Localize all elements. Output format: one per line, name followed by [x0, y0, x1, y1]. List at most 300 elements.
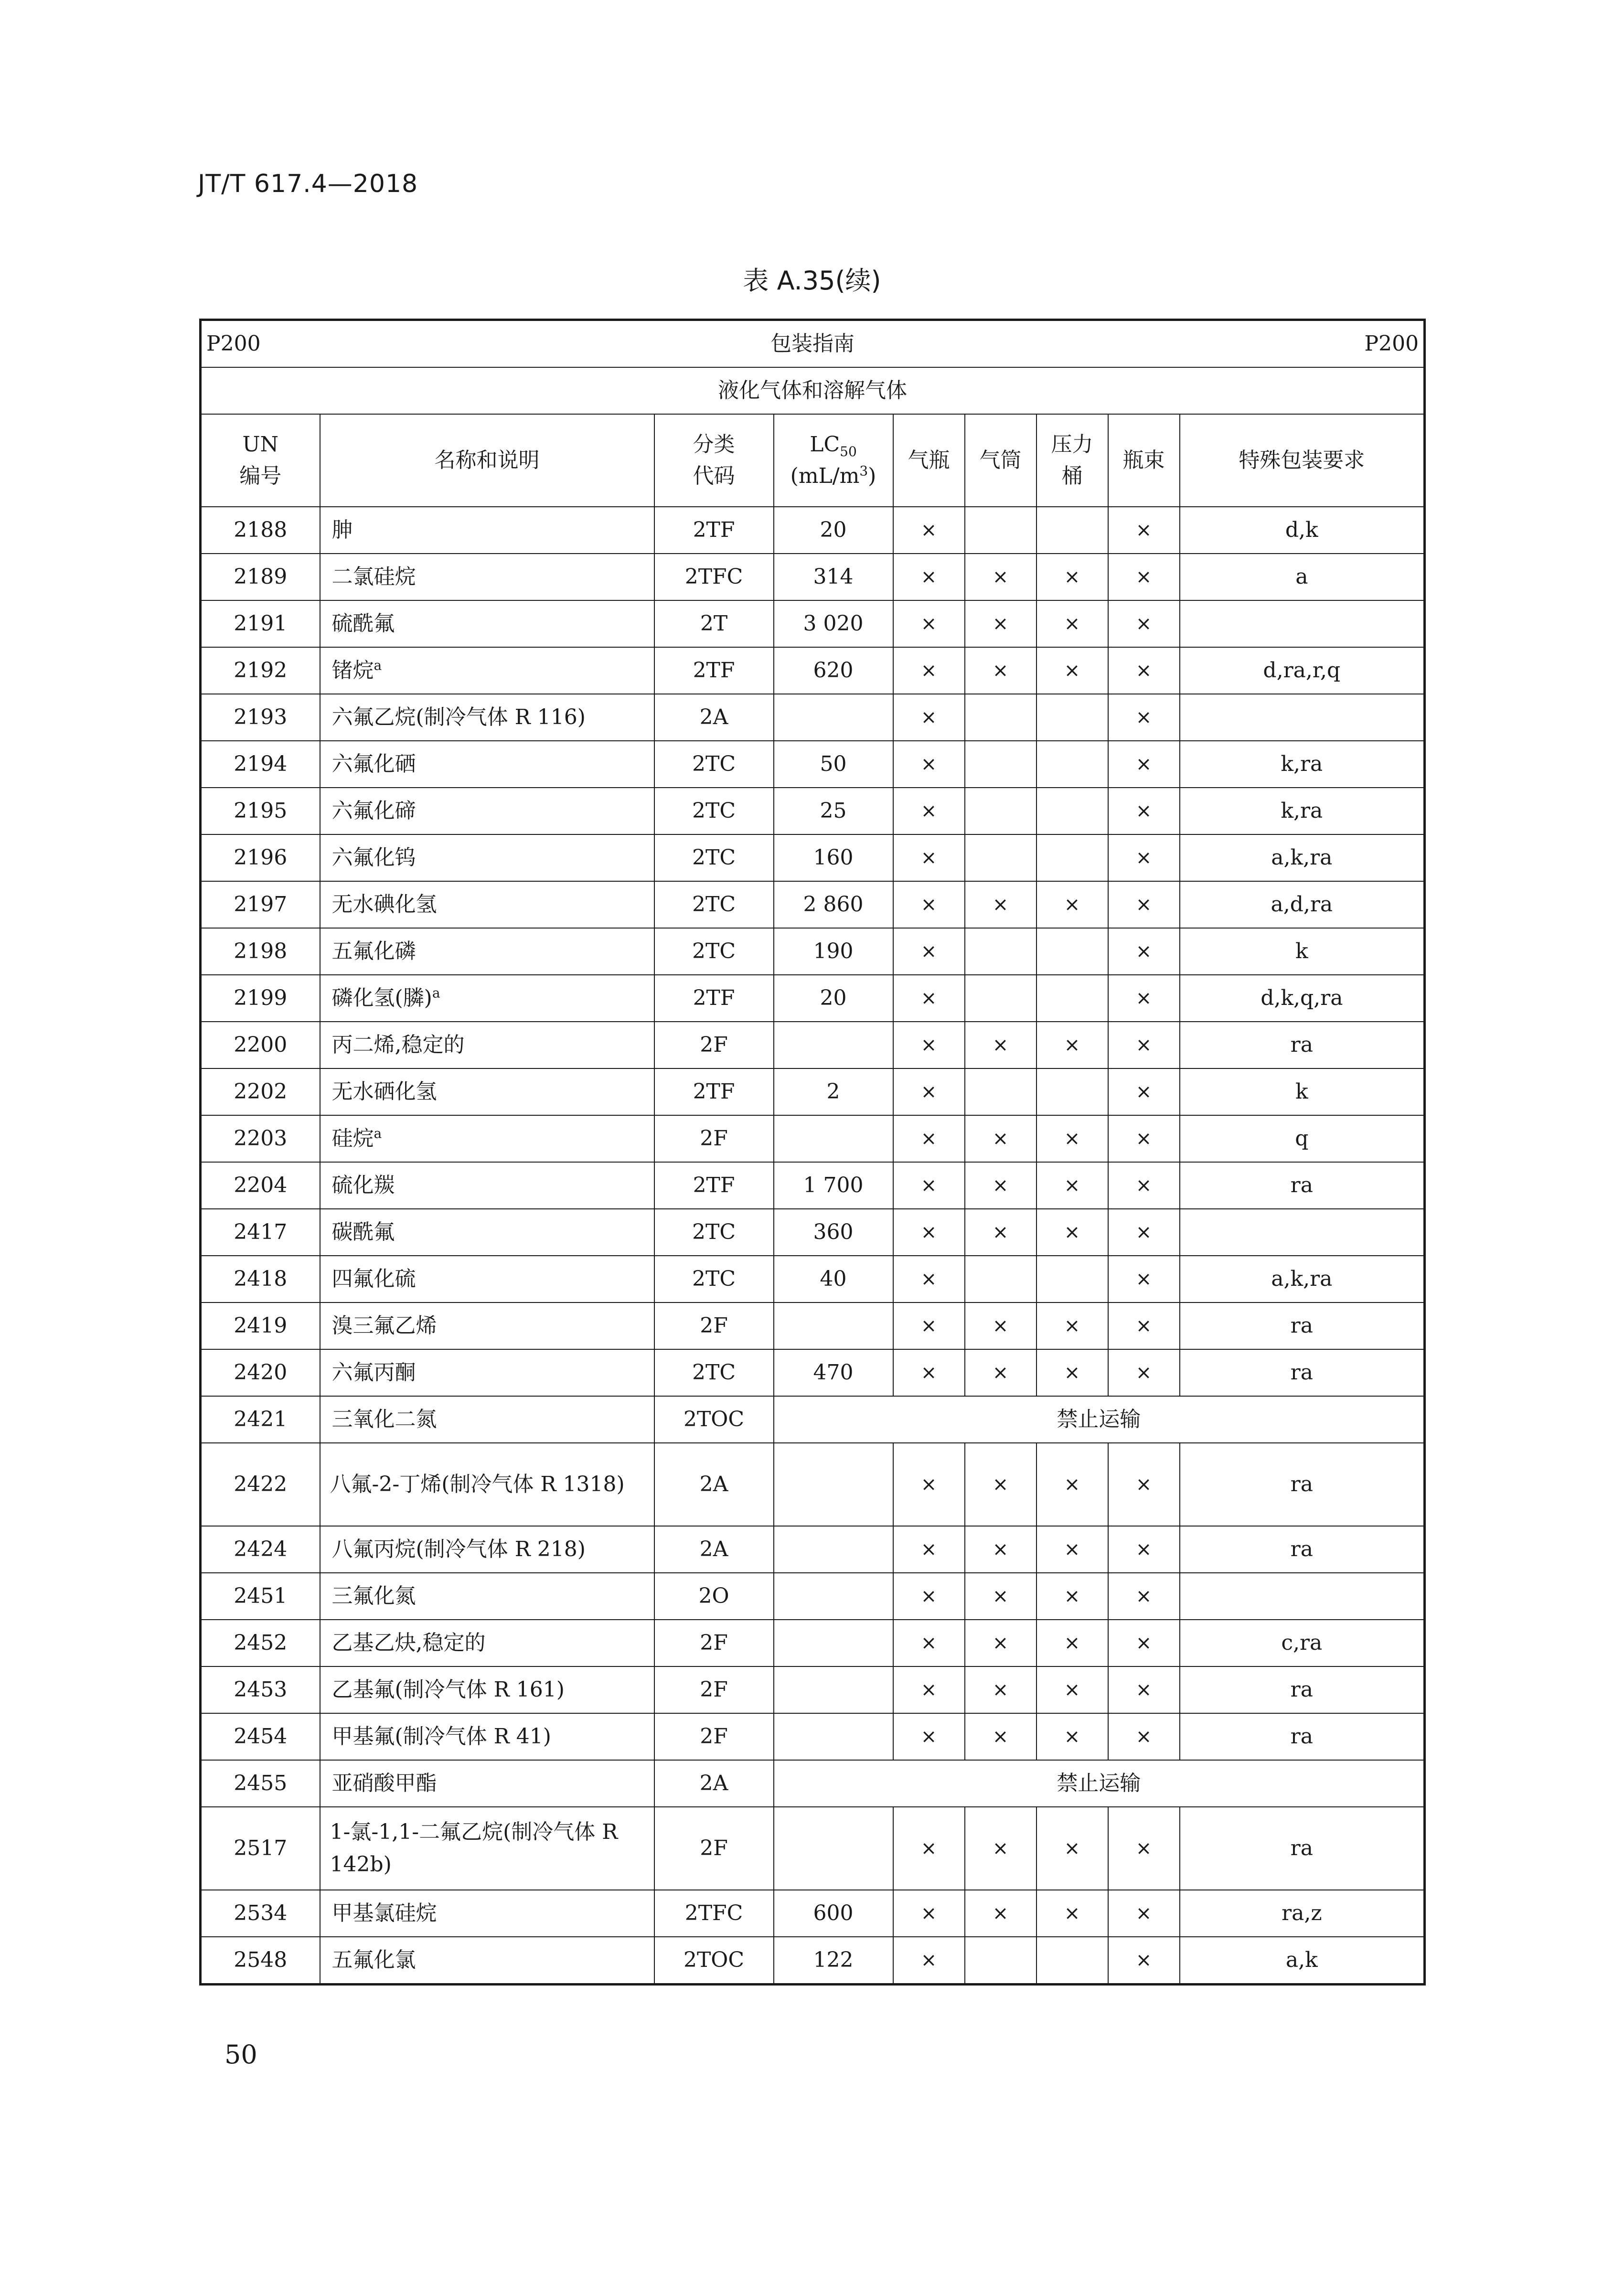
lc-unit-close: ) — [868, 464, 876, 488]
bundle-mark: × — [1108, 1068, 1180, 1115]
substance-name-cell — [320, 1807, 654, 1890]
bundle-mark: × — [1108, 1162, 1180, 1209]
col-header-un — [201, 414, 320, 507]
table-row — [201, 1760, 1425, 1807]
table-row — [201, 600, 1425, 647]
lc-unit-superscript: 3 — [859, 463, 868, 479]
tube-mark — [965, 1256, 1036, 1302]
un-number-cell: 2418 — [201, 1256, 320, 1302]
tube-mark — [965, 788, 1036, 834]
substance-name-cell — [320, 1937, 654, 1985]
pressure-drum-mark: × — [1036, 881, 1108, 928]
un-number-cell: 2534 — [201, 1890, 320, 1937]
un-number-cell: 2189 — [201, 554, 320, 600]
special-requirements-cell: d,ra,r,q — [1180, 647, 1425, 694]
bundle-mark: × — [1108, 741, 1180, 788]
substance-name: 硫化羰 — [331, 1173, 395, 1197]
tube-mark: × — [965, 600, 1036, 647]
cylinder-mark: × — [893, 881, 965, 928]
substance-name-cell — [320, 1162, 654, 1209]
substance-name-cell — [320, 1620, 654, 1666]
table-row — [201, 1890, 1425, 1937]
special-requirements-cell: ra — [1180, 1349, 1425, 1396]
substance-name: 六氟乙烷(制冷气体 R 116) — [331, 705, 586, 729]
table-row — [201, 694, 1425, 741]
classification-code-cell: 2TC — [654, 928, 774, 975]
tube-mark: × — [965, 1713, 1036, 1760]
classification-code-cell: 2F — [654, 1022, 774, 1068]
special-requirements-cell: ra — [1180, 1526, 1425, 1573]
cylinder-mark: × — [893, 1526, 965, 1573]
classification-code-cell: 2TOC — [654, 1396, 774, 1443]
bundle-mark: × — [1108, 1713, 1180, 1760]
substance-name-cell — [320, 975, 654, 1022]
table-row — [201, 554, 1425, 600]
pressure-drum-mark — [1036, 1256, 1108, 1302]
un-number-cell: 2453 — [201, 1666, 320, 1713]
cylinder-mark: × — [893, 1162, 965, 1209]
special-requirements-cell — [1180, 1573, 1425, 1620]
bundle-mark: × — [1108, 975, 1180, 1022]
substance-name-cell — [320, 1526, 654, 1573]
lc50-cell: 160 — [774, 834, 893, 881]
prohibited-notice: 禁止运输 — [774, 1760, 1425, 1807]
tube-mark — [965, 928, 1036, 975]
un-number-cell: 2195 — [201, 788, 320, 834]
substance-name-cell — [320, 1890, 654, 1937]
classification-code-cell: 2TF — [654, 975, 774, 1022]
bundle-mark: × — [1108, 694, 1180, 741]
tube-mark: × — [965, 1209, 1036, 1256]
special-requirements-cell: ra,z — [1180, 1890, 1425, 1937]
tube-mark: × — [965, 1115, 1036, 1162]
lc50-cell — [774, 1022, 893, 1068]
bundle-mark: × — [1108, 1443, 1180, 1526]
subheading-row — [201, 367, 1425, 414]
cylinder-mark: × — [893, 507, 965, 554]
col-header-class-line2: 代码 — [693, 464, 735, 488]
tube-mark — [965, 975, 1036, 1022]
bundle-mark: × — [1108, 554, 1180, 600]
substance-name-cell — [320, 1022, 654, 1068]
un-number-cell: 2197 — [201, 881, 320, 928]
table-row — [201, 1068, 1425, 1115]
classification-code-cell: 2TC — [654, 1256, 774, 1302]
special-requirements-cell: c,ra — [1180, 1620, 1425, 1666]
classification-code-cell: 2TC — [654, 741, 774, 788]
bundle-mark: × — [1108, 1349, 1180, 1396]
packing-code-row — [201, 320, 1425, 368]
substance-name: 溴三氟乙烯 — [331, 1313, 437, 1338]
table-row — [201, 1666, 1425, 1713]
un-number-cell: 2548 — [201, 1937, 320, 1985]
tube-mark: × — [965, 881, 1036, 928]
table-row — [201, 1209, 1425, 1256]
lc50-cell: 190 — [774, 928, 893, 975]
special-requirements-cell: a,k — [1180, 1937, 1425, 1985]
col-header-class-line1: 分类 — [693, 432, 735, 457]
substance-name: 锗烷 — [331, 658, 374, 683]
special-requirements-cell: ra — [1180, 1302, 1425, 1349]
substance-name: 五氟化磷 — [331, 939, 416, 963]
col-header-bundle: 瓶束 — [1108, 414, 1180, 507]
un-number-cell: 2194 — [201, 741, 320, 788]
un-number-cell: 2422 — [201, 1443, 320, 1526]
substance-name: 胂 — [331, 518, 353, 542]
substance-name-cell — [320, 788, 654, 834]
special-requirements-cell: a,k,ra — [1180, 834, 1425, 881]
bundle-mark: × — [1108, 1890, 1180, 1937]
lc50-cell: 40 — [774, 1256, 893, 1302]
lc50-cell — [774, 1666, 893, 1713]
lc50-cell: 470 — [774, 1349, 893, 1396]
column-header-row — [201, 414, 1425, 507]
cylinder-mark: × — [893, 1713, 965, 1760]
substance-name-cell — [320, 1573, 654, 1620]
classification-code-cell: 2TF — [654, 1162, 774, 1209]
table-row — [201, 1115, 1425, 1162]
tube-mark: × — [965, 1443, 1036, 1526]
cylinder-mark: × — [893, 647, 965, 694]
pressure-drum-mark — [1036, 694, 1108, 741]
substance-name: 1-氯-1,1-二氟乙烷(制冷气体 R 142b) — [330, 1820, 618, 1877]
pressure-drum-mark — [1036, 1937, 1108, 1985]
pressure-drum-mark — [1036, 507, 1108, 554]
un-number-cell: 2192 — [201, 647, 320, 694]
col-header-cylinder: 气瓶 — [893, 414, 965, 507]
lc50-cell: 25 — [774, 788, 893, 834]
lc50-cell: 20 — [774, 507, 893, 554]
tube-mark: × — [965, 1807, 1036, 1890]
special-requirements-cell: d,k,q,ra — [1180, 975, 1425, 1022]
classification-code-cell: 2O — [654, 1573, 774, 1620]
bundle-mark: × — [1108, 647, 1180, 694]
un-number-cell: 2455 — [201, 1760, 320, 1807]
pressure-drum-mark: × — [1036, 1620, 1108, 1666]
substance-name: 八氟丙烷(制冷气体 R 218) — [331, 1537, 586, 1561]
classification-code-cell: 2F — [654, 1620, 774, 1666]
classification-code-cell: 2TF — [654, 507, 774, 554]
table-row — [201, 788, 1425, 834]
cylinder-mark: × — [893, 1256, 965, 1302]
classification-code-cell: 2TC — [654, 881, 774, 928]
tube-mark: × — [965, 1349, 1036, 1396]
lc50-cell: 2 — [774, 1068, 893, 1115]
substance-name-cell — [320, 1349, 654, 1396]
table-row — [201, 507, 1425, 554]
substance-name: 二氯硅烷 — [331, 565, 416, 589]
classification-code-cell: 2A — [654, 1760, 774, 1807]
table-row — [201, 1162, 1425, 1209]
lc50-cell — [774, 1526, 893, 1573]
table-title: 表 A.35(续) — [743, 266, 881, 296]
special-requirements-cell: a,d,ra — [1180, 881, 1425, 928]
lc50-cell — [774, 1807, 893, 1890]
table-row — [201, 1937, 1425, 1985]
un-number-cell: 2204 — [201, 1162, 320, 1209]
pressure-drum-mark — [1036, 788, 1108, 834]
cylinder-mark: × — [893, 788, 965, 834]
classification-code-cell: 2TC — [654, 834, 774, 881]
substance-name: 甲基氟(制冷气体 R 41) — [331, 1724, 551, 1749]
lc50-cell: 122 — [774, 1937, 893, 1985]
substance-name: 六氟化钨 — [331, 845, 416, 870]
lc50-cell: 314 — [774, 554, 893, 600]
pressure-drum-mark: × — [1036, 1666, 1108, 1713]
cylinder-mark: × — [893, 1443, 965, 1526]
special-requirements-cell: q — [1180, 1115, 1425, 1162]
col-header-lc50 — [774, 414, 893, 507]
classification-code-cell: 2A — [654, 1443, 774, 1526]
lc-subscript: 50 — [840, 443, 857, 459]
substance-name: 磷化氢(膦) — [331, 986, 432, 1010]
classification-code-cell: 2F — [654, 1115, 774, 1162]
tube-mark — [965, 741, 1036, 788]
substance-name: 硅烷 — [331, 1126, 374, 1151]
substance-name: 碳酰氟 — [331, 1220, 395, 1244]
bundle-mark: × — [1108, 881, 1180, 928]
substance-name-cell — [320, 1256, 654, 1302]
bundle-mark: × — [1108, 600, 1180, 647]
cylinder-mark: × — [893, 741, 965, 788]
tube-mark: × — [965, 1302, 1036, 1349]
substance-name-cell — [320, 834, 654, 881]
cylinder-mark: × — [893, 1890, 965, 1937]
special-requirements-cell: k — [1180, 1068, 1425, 1115]
table-row — [201, 1022, 1425, 1068]
classification-code-cell: 2TC — [654, 1349, 774, 1396]
substance-name: 六氟丙酮 — [331, 1360, 416, 1385]
lc50-cell — [774, 1713, 893, 1760]
col-header-special: 特殊包装要求 — [1180, 414, 1425, 507]
classification-code-cell: 2F — [654, 1713, 774, 1760]
un-number-cell: 2517 — [201, 1807, 320, 1890]
lc50-cell — [774, 1443, 893, 1526]
substance-name-cell — [320, 600, 654, 647]
substance-name-cell — [320, 1666, 654, 1713]
special-requirements-cell — [1180, 600, 1425, 647]
un-number-cell: 2454 — [201, 1713, 320, 1760]
table-row — [201, 1620, 1425, 1666]
cylinder-mark: × — [893, 1349, 965, 1396]
cylinder-mark: × — [893, 975, 965, 1022]
bundle-mark: × — [1108, 1573, 1180, 1620]
special-requirements-cell — [1180, 1209, 1425, 1256]
lc50-cell: 600 — [774, 1890, 893, 1937]
substance-name: 亚硝酸甲酯 — [331, 1771, 437, 1795]
bundle-mark: × — [1108, 1807, 1180, 1890]
classification-code-cell: 2F — [654, 1807, 774, 1890]
table-row — [201, 1256, 1425, 1302]
substance-name-cell — [320, 1068, 654, 1115]
packing-code-left: P200 — [206, 331, 261, 356]
lc50-cell — [774, 1302, 893, 1349]
special-requirements-cell: k,ra — [1180, 741, 1425, 788]
table-row — [201, 1349, 1425, 1396]
special-requirements-cell: a,k,ra — [1180, 1256, 1425, 1302]
substance-name-cell — [320, 507, 654, 554]
table-row — [201, 834, 1425, 881]
lc-unit-open: (mL/m — [790, 464, 860, 488]
special-requirements-cell: ra — [1180, 1162, 1425, 1209]
cylinder-mark: × — [893, 1302, 965, 1349]
table-row — [201, 1396, 1425, 1443]
bundle-mark: × — [1108, 834, 1180, 881]
lc50-cell: 3 020 — [774, 600, 893, 647]
table-row — [201, 1713, 1425, 1760]
cylinder-mark: × — [893, 1666, 965, 1713]
tube-mark: × — [965, 1666, 1036, 1713]
special-requirements-cell: ra — [1180, 1022, 1425, 1068]
pressure-drum-mark: × — [1036, 1302, 1108, 1349]
tube-mark: × — [965, 1573, 1036, 1620]
pressure-drum-mark: × — [1036, 647, 1108, 694]
cylinder-mark: × — [893, 928, 965, 975]
cylinder-mark: × — [893, 600, 965, 647]
substance-name-cell — [320, 1396, 654, 1443]
tube-mark: × — [965, 1620, 1036, 1666]
substance-name-cell — [320, 1302, 654, 1349]
lc-prefix: LC — [810, 432, 840, 457]
classification-code-cell: 2F — [654, 1302, 774, 1349]
special-requirements-cell: k,ra — [1180, 788, 1425, 834]
table-row — [201, 1573, 1425, 1620]
lc50-cell — [774, 1115, 893, 1162]
special-requirements-cell: ra — [1180, 1666, 1425, 1713]
cylinder-mark: × — [893, 1807, 965, 1890]
un-number-cell: 2421 — [201, 1396, 320, 1443]
un-number-cell: 2203 — [201, 1115, 320, 1162]
substance-name-cell — [320, 741, 654, 788]
tube-mark: × — [965, 647, 1036, 694]
substance-name: 六氟化硒 — [331, 752, 416, 776]
lc50-cell: 620 — [774, 647, 893, 694]
table-row — [201, 975, 1425, 1022]
col-header-name: 名称和说明 — [320, 414, 654, 507]
un-number-cell: 2196 — [201, 834, 320, 881]
tube-mark — [965, 507, 1036, 554]
lc50-cell: 20 — [774, 975, 893, 1022]
col-header-pressure-drum: 压力桶 — [1036, 414, 1108, 507]
substance-name-cell — [320, 1443, 654, 1526]
substance-name: 五氟化氯 — [331, 1948, 416, 1972]
table-row — [201, 647, 1425, 694]
tube-mark — [965, 1937, 1036, 1985]
un-number-cell: 2198 — [201, 928, 320, 975]
footnote-marker: a — [432, 985, 440, 1001]
un-number-cell: 2200 — [201, 1022, 320, 1068]
col-header-un-line2: 编号 — [239, 464, 282, 488]
tube-mark — [965, 694, 1036, 741]
special-requirements-cell: d,k — [1180, 507, 1425, 554]
pressure-drum-mark: × — [1036, 1807, 1108, 1890]
special-requirements-cell: k — [1180, 928, 1425, 975]
special-requirements-cell: a — [1180, 554, 1425, 600]
un-number-cell: 2420 — [201, 1349, 320, 1396]
un-number-cell: 2193 — [201, 694, 320, 741]
bundle-mark: × — [1108, 928, 1180, 975]
un-number-cell: 2419 — [201, 1302, 320, 1349]
pressure-drum-mark: × — [1036, 1022, 1108, 1068]
bundle-mark: × — [1108, 1115, 1180, 1162]
cylinder-mark: × — [893, 1209, 965, 1256]
page-number: 50 — [224, 2039, 257, 2070]
pressure-drum-mark: × — [1036, 1443, 1108, 1526]
special-requirements-cell: ra — [1180, 1807, 1425, 1890]
tube-mark: × — [965, 1526, 1036, 1573]
cylinder-mark: × — [893, 694, 965, 741]
packing-instruction-table — [199, 319, 1426, 1986]
lc50-cell: 1 700 — [774, 1162, 893, 1209]
classification-code-cell: 2TC — [654, 1209, 774, 1256]
pressure-drum-mark: × — [1036, 1526, 1108, 1573]
substance-name-cell — [320, 1209, 654, 1256]
table-row — [201, 881, 1425, 928]
tube-mark: × — [965, 1890, 1036, 1937]
table-row — [201, 1443, 1425, 1526]
pressure-drum-mark: × — [1036, 1573, 1108, 1620]
cylinder-mark: × — [893, 1620, 965, 1666]
substance-name: 三氧化二氮 — [331, 1407, 437, 1431]
col-header-un-line1: UN — [242, 432, 279, 457]
un-number-cell: 2188 — [201, 507, 320, 554]
bundle-mark: × — [1108, 1526, 1180, 1573]
special-requirements-cell: ra — [1180, 1713, 1425, 1760]
substance-name: 三氟化氮 — [331, 1584, 416, 1608]
pressure-drum-mark: × — [1036, 1115, 1108, 1162]
classification-code-cell: 2TC — [654, 788, 774, 834]
un-number-cell: 2202 — [201, 1068, 320, 1115]
cylinder-mark: × — [893, 1022, 965, 1068]
substance-name: 六氟化碲 — [331, 799, 416, 823]
substance-name: 丙二烯,稳定的 — [331, 1033, 465, 1057]
substance-name-cell — [320, 554, 654, 600]
footnote-marker: a — [374, 1125, 382, 1142]
classification-code-cell: 2A — [654, 694, 774, 741]
lc50-cell — [774, 1573, 893, 1620]
table-row — [201, 928, 1425, 975]
classification-code-cell: 2F — [654, 1666, 774, 1713]
table-row — [201, 1807, 1425, 1890]
substance-name: 无水硒化氢 — [331, 1079, 437, 1104]
table-row — [201, 1302, 1425, 1349]
lc50-cell: 2 860 — [774, 881, 893, 928]
cylinder-mark: × — [893, 1573, 965, 1620]
pressure-drum-mark — [1036, 928, 1108, 975]
classification-code-cell: 2TFC — [654, 1890, 774, 1937]
pressure-drum-mark: × — [1036, 1349, 1108, 1396]
pressure-drum-mark — [1036, 834, 1108, 881]
substance-name-cell — [320, 1713, 654, 1760]
classification-code-cell: 2TFC — [654, 554, 774, 600]
substance-name-cell — [320, 1760, 654, 1807]
substance-name-cell — [320, 647, 654, 694]
packing-code-right: P200 — [1364, 331, 1419, 356]
un-number-cell: 2451 — [201, 1573, 320, 1620]
classification-code-cell: 2T — [654, 600, 774, 647]
bundle-mark: × — [1108, 1256, 1180, 1302]
cylinder-mark: × — [893, 554, 965, 600]
substance-name: 甲基氯硅烷 — [331, 1901, 437, 1925]
bundle-mark: × — [1108, 1022, 1180, 1068]
pressure-drum-mark: × — [1036, 1713, 1108, 1760]
special-requirements-cell — [1180, 694, 1425, 741]
pressure-drum-mark — [1036, 741, 1108, 788]
substance-name-cell — [320, 928, 654, 975]
classification-code-cell: 2TOC — [654, 1937, 774, 1985]
tube-mark: × — [965, 1162, 1036, 1209]
cylinder-mark: × — [893, 834, 965, 881]
